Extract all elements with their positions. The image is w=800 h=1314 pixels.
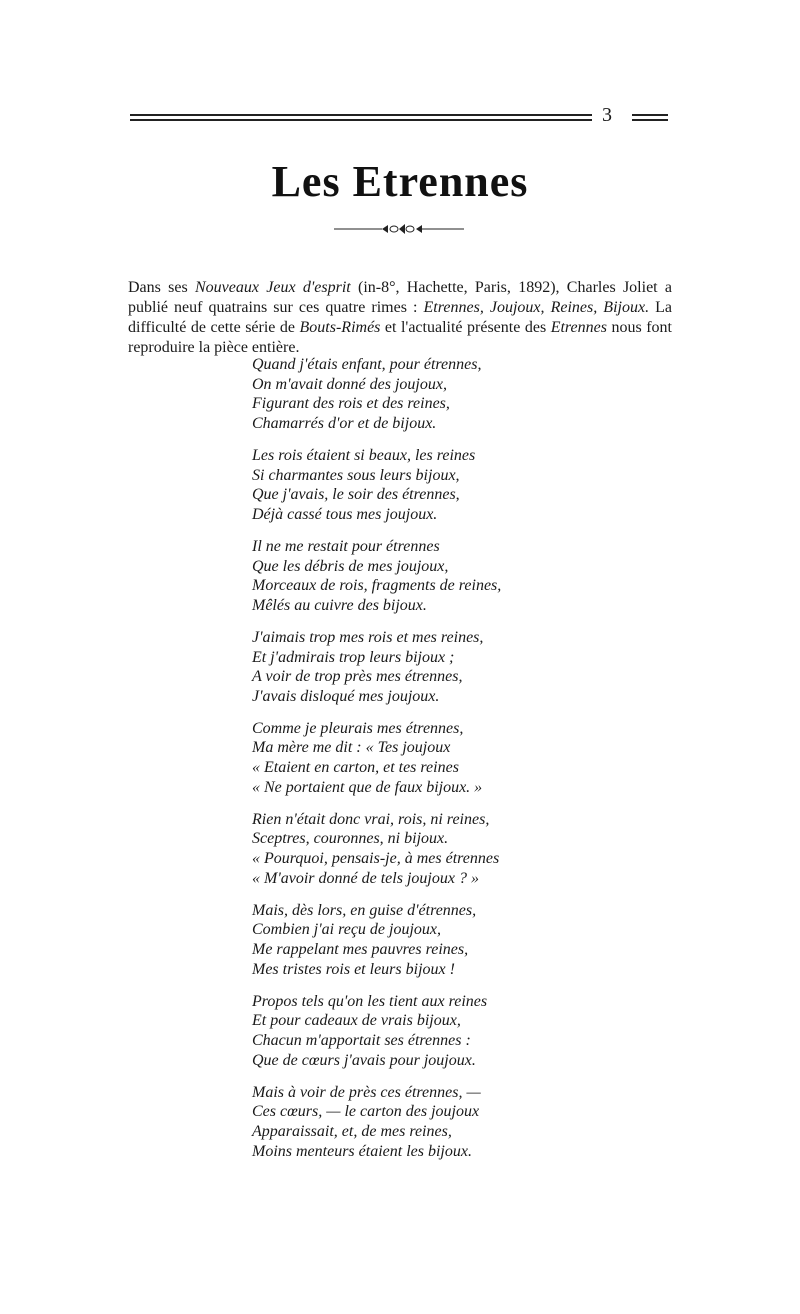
poem-stanza <box>252 537 592 615</box>
intro-italic-segment: Etrennes <box>550 319 607 336</box>
poem <box>252 355 592 1174</box>
intro-text-segment: Dans ses <box>128 279 195 296</box>
poem-line: Figurant des rois et des reines, <box>252 395 450 413</box>
poem-stanza <box>252 446 592 524</box>
intro-text-segment: (in-8°, Hachette, Paris, 1892), Charles Joliet a publié neuf quatrains sur ces quatre rimes : <box>128 279 672 316</box>
poem-line: Les rois étaient si beaux, les reines <box>252 446 476 464</box>
intro-italic-segment: Bouts-Rimés <box>299 319 381 336</box>
poem-line: Me rappelant mes pauvres reines, <box>252 941 469 958</box>
page-title: Les Etrennes <box>271 157 529 206</box>
poem-line: « Pourquoi, pensais-je, à mes étrennes <box>252 850 500 868</box>
poem-line: J'aimais trop mes rois et mes reines, <box>252 628 484 646</box>
poem-line: « Etaient en carton, et tes reines <box>252 759 459 777</box>
poem-line: Combien j'ai reçu de joujoux, <box>252 921 442 939</box>
intro-italic-segment: Etrennes, Joujoux, Reines, Bijoux. <box>423 299 650 316</box>
poem-line: On m'avait donné des joujoux, <box>252 375 447 393</box>
intro-text-segment: et l'actualité présente des <box>380 319 551 336</box>
poem-line: « Ne portaient que de faux bijoux. » <box>252 778 483 796</box>
poem-line: Sceptres, couronnes, ni bijoux. <box>252 830 449 848</box>
ornament-divider-icon <box>334 222 464 236</box>
poem-line: Chamarrés d'or et de bijoux. <box>252 414 437 432</box>
poem-line: Et j'admirais trop leurs bijoux ; <box>252 648 455 666</box>
header-rule-left <box>130 114 592 121</box>
poem-line: Mais, dès lors, en guise d'étrennes, <box>252 901 477 919</box>
poem-line: J'avais disloqué mes joujoux. <box>252 687 440 705</box>
poem-line: Que de cœurs j'avais pour joujoux. <box>252 1051 476 1069</box>
poem-line: Que j'avais, le soir des étrennes, <box>252 486 460 504</box>
poem-line: Et pour cadeaux de vrais bijoux, <box>252 1012 461 1030</box>
poem-line: Ces cœurs, — le carton des joujoux <box>252 1103 480 1121</box>
poem-line: Chacun m'apportait ses étrennes : <box>252 1031 471 1049</box>
poem-stanza <box>252 355 592 433</box>
poem-line: Moins menteurs étaient les bijoux. <box>252 1142 472 1160</box>
page-number: 3 <box>602 104 612 126</box>
poem-line: Mais à voir de près ces étrennes, — <box>252 1083 481 1101</box>
poem-stanza <box>252 810 592 888</box>
poem-stanza <box>252 901 592 979</box>
poem-line: Morceaux de rois, fragments de reines, <box>252 577 502 595</box>
poem-stanza <box>252 719 592 797</box>
poem-line: Ma mère me dit : « Tes joujoux <box>252 739 451 757</box>
header-rule-right <box>632 114 668 121</box>
poem-line: A voir de trop près mes étrennes, <box>252 668 463 686</box>
poem-line: Si charmantes sous leurs bijoux, <box>252 466 460 484</box>
intro-text-segment: La difficulté de cette série de <box>128 299 672 336</box>
poem-line: Que les débris de mes joujoux, <box>252 557 449 575</box>
poem-line: Propos tels qu'on les tient aux reines <box>252 992 488 1010</box>
poem-line: « M'avoir donné de tels joujoux ? » <box>252 869 479 887</box>
poem-line: Mes tristes rois et leurs bijoux ! <box>252 960 455 978</box>
poem-stanza <box>252 1083 592 1161</box>
intro-paragraph <box>128 278 672 358</box>
intro-text-segment: nous font reproduire la pièce entière. <box>128 319 672 356</box>
poem-line: Comme je pleurais mes étrennes, <box>252 719 464 737</box>
poem-line: Apparaissait, et, de mes reines, <box>252 1122 452 1140</box>
poem-line: Mêlés au cuivre des bijoux. <box>252 596 427 614</box>
poem-line: Rien n'était donc vrai, rois, ni reines, <box>252 810 490 828</box>
poem-line: Déjà cassé tous mes joujoux. <box>252 505 438 523</box>
poem-line: Il ne me restait pour étrennes <box>252 537 440 555</box>
poem-line: Quand j'étais enfant, pour étrennes, <box>252 356 482 373</box>
poem-stanza <box>252 992 592 1070</box>
poem-stanza <box>252 628 592 706</box>
intro-italic-segment: Nouveaux Jeux d'esprit <box>195 279 351 296</box>
